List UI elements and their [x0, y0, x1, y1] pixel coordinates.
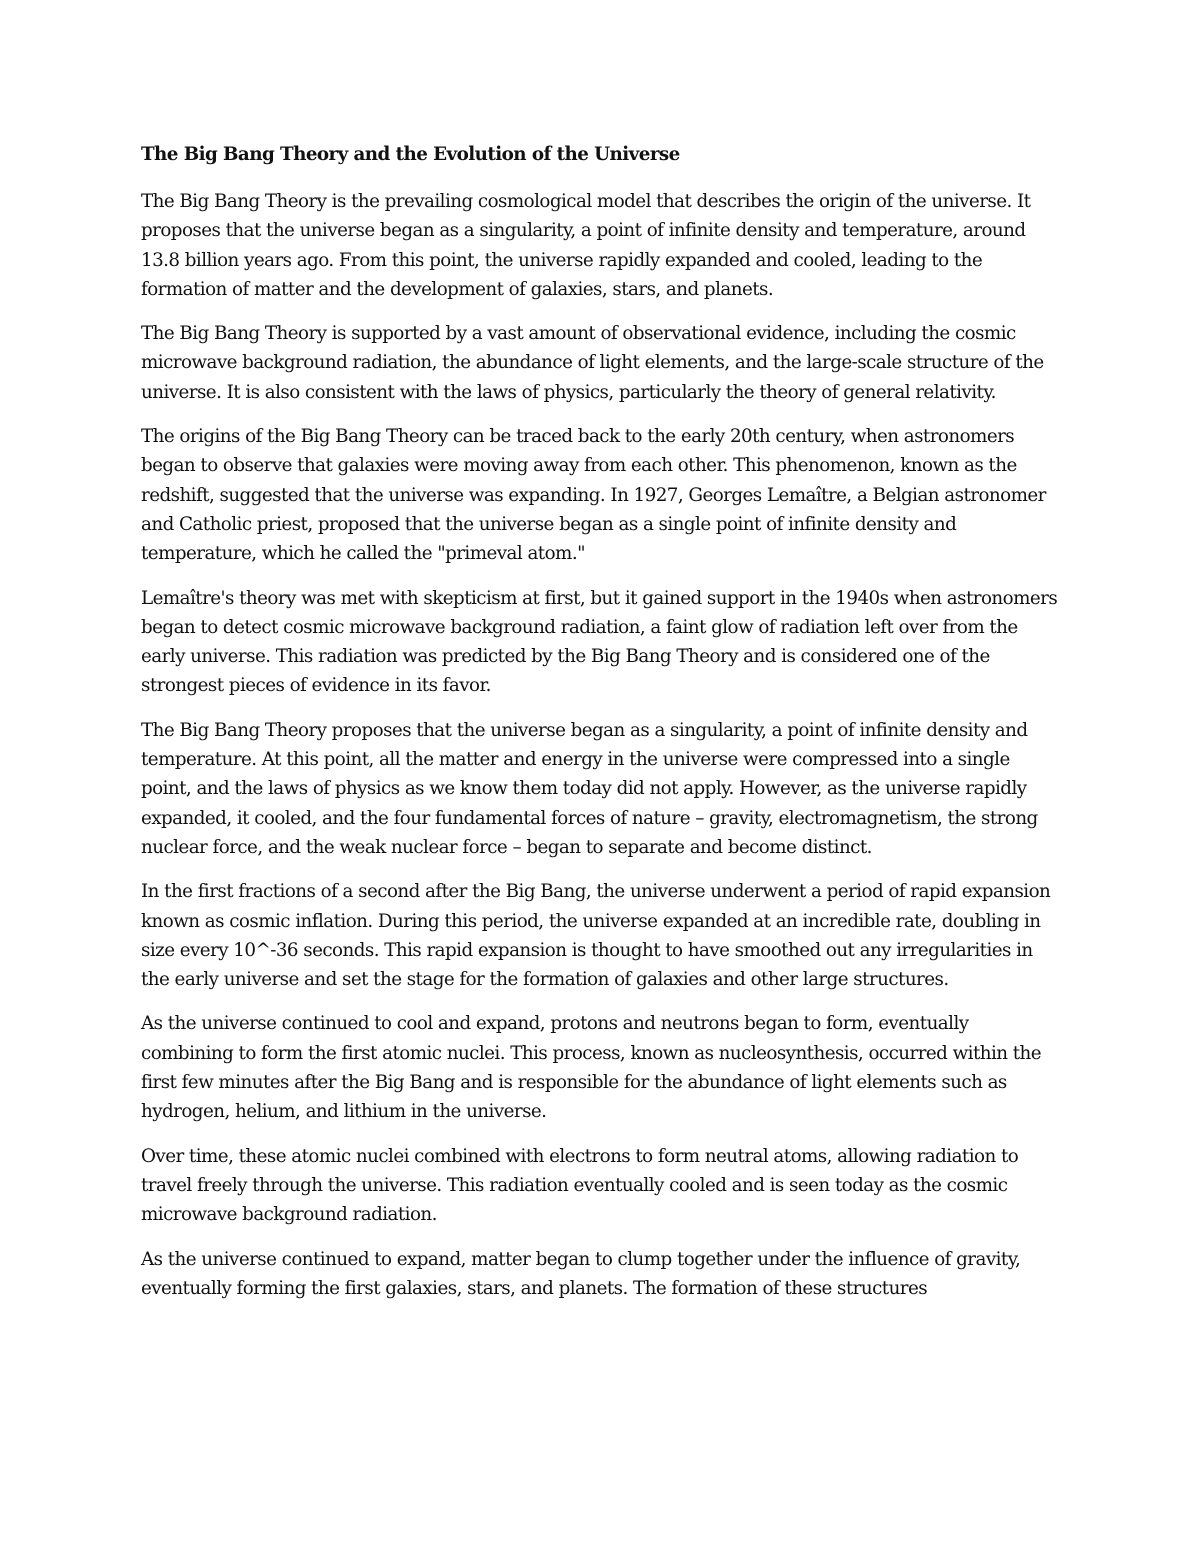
- paragraph-9: As the universe continued to expand, matter began to clump together under the influence of gravity, eventually forming the first galaxies, stars, and planets. The formation of these structures: [141, 1248, 1021, 1299]
- paragraph-1: The Big Bang Theory is the prevailing cosmological model that describes the origin of the universe. It proposes that the universe began as a singularity, a point of infinite density and temperature, around 13.8 billion years ago. From this point, the universe rapidly expanded and cooled, leading to the formation of matter and the development of galaxies, stars, and planets.: [141, 191, 1031, 300]
- document-title: The Big Bang Theory and the Evolution of the Universe: [141, 144, 680, 165]
- paragraph-3: The origins of the Big Bang Theory can be traced back to the early 20th century, when astronomers began to observe that galaxies were moving away from each other. This phenomenon, known as the redshift, suggested that the universe was expanding. In 1927, Georges Lemaître, a Belgian astronomer and Catholic priest, proposed that the universe began as a single point of infinite density and temperature, which he called the "primeval atom.": [141, 426, 1046, 565]
- paragraph-2: The Big Bang Theory is supported by a vast amount of observational evidence, including the cosmic microwave background radiation, the abundance of light elements, and the large-scale structure of the universe. It is also consistent with the laws of physics, particularly the theory of general relativity.: [141, 323, 1044, 403]
- paragraph-4: Lemaître's theory was met with skepticism at first, but it gained support in the 1940s when astronomers began to detect cosmic microwave background radiation, a faint glow of radiation left over from the early universe. This radiation was predicted by the Big Bang Theory and is considered one of the strongest pieces of evidence in its favor.: [141, 587, 1058, 697]
- paragraph-6: In the first fractions of a second after the Big Bang, the universe underwent a period of rapid expansion known as cosmic inflation. During this period, the universe expanded at an incredible rate, doubling in size every 10^-36 seconds. This rapid expansion is thought to have smoothed out any irregularities in the early universe and set the stage for the formation of galaxies and other large structures.: [141, 881, 1051, 991]
- paragraph-8: Over time, these atomic nuclei combined with electrons to form neutral atoms, allowing radiation to travel freely through the universe. This radiation eventually cooled and is seen today as the cosmic microwave background radiation.: [141, 1145, 1019, 1226]
- paragraph-7: As the universe continued to cool and expand, protons and neutrons began to form, eventually combining to form the first atomic nuclei. This process, known as nucleosynthesis, occurred within the first few minutes after the Big Bang and is responsible for the abundance of light elements such as hydrogen, helium, and lithium in the universe.: [141, 1013, 1042, 1123]
- paragraph-5: The Big Bang Theory proposes that the universe began as a singularity, a point of infinite density and temperature. At this point, all the matter and energy in the universe were compressed into a single point, and the laws of physics as we know them today did not apply. However, as the universe rapidly expanded, it cooled, and the four fundamental forces of nature – gravity, electromagnetism, the strong nuclear force, and the weak nuclear force – began to separate and become distinct.: [141, 719, 1038, 858]
